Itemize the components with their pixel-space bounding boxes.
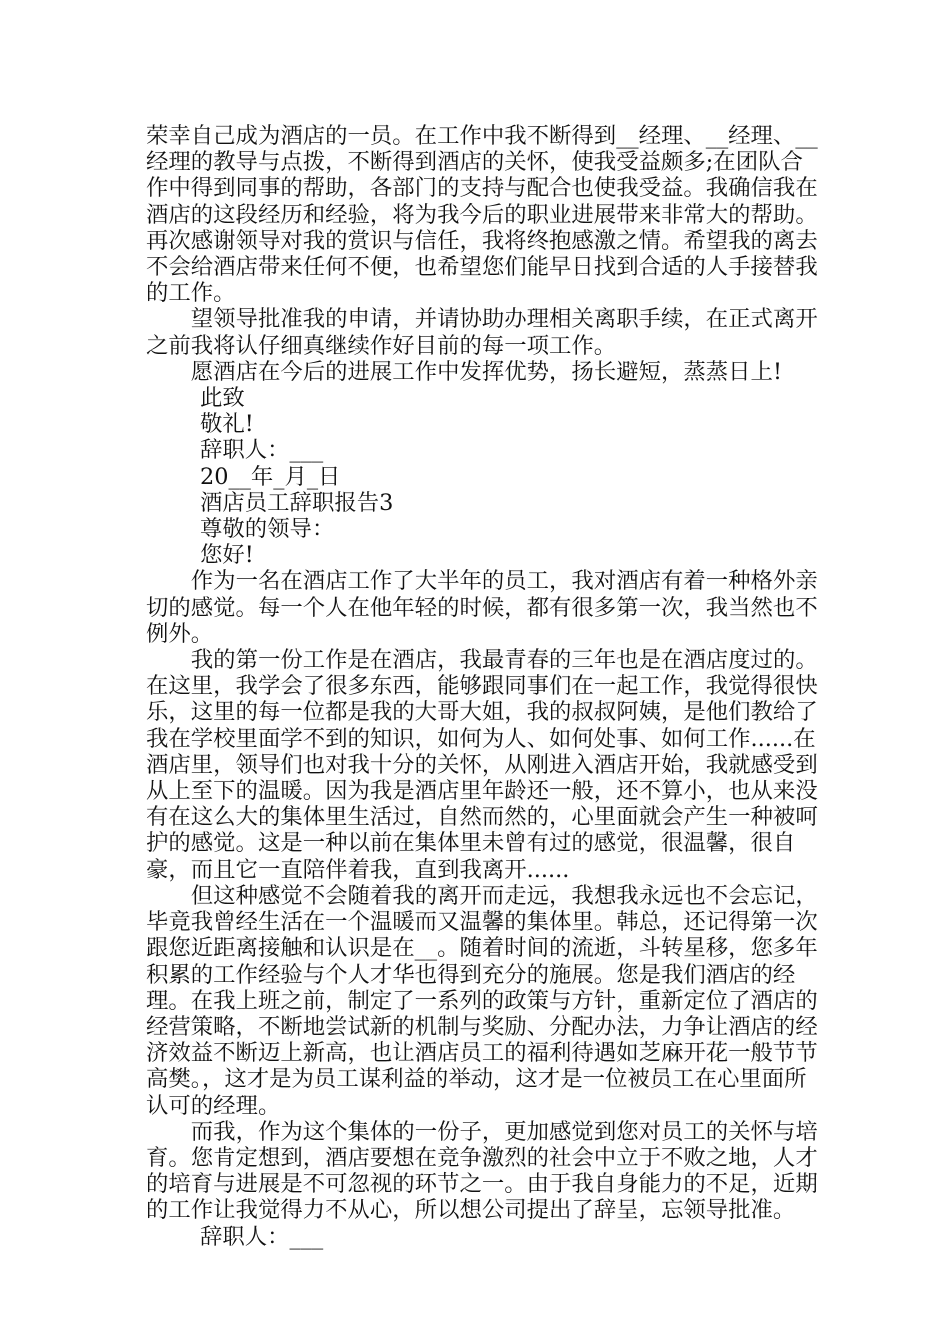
paragraph-3: 愿酒店在今后的进展工作中发挥优势，扬长避短，蒸蒸日上! — [190, 358, 782, 385]
closing-line-2: 敬礼! — [200, 411, 254, 438]
section-title: 酒店员工辞职报告3 — [200, 489, 394, 516]
paragraph-1: 荣幸自己成为酒店的一员。在工作中我不断得到__经理、__经理、__经理的教导与点拨，不断得到酒店的关怀，使我受益颇多;在团队合作中得到同事的帮助，各部门的支持与配合也使我受益。我确信我在酒店的这段经历和经验，将为我今后的职业进展带来非常大的帮助。再次感谢领导对我的赏识与信任，我将终抱感激之情。希望我的离去不会给酒店带来任何不便，也希望您们能早日找到合适的人手接替我的工作。 — [146, 123, 818, 307]
paragraph-12: 我的第一份工作是在酒店，我最青春的三年也是在酒店度过的。在这里，我学会了很多东西，能够跟同事们在一起工作，我觉得很快乐，这里的每一位都是我的大哥大姐，我的叔叔阿姨，是他们教给了我在学校里面学不到的知识，如何为人、如何处事、如何工作......在酒店里，领导们也对我十分的关怀，从刚进入酒店开始，我就感受到从上至下的温暖。因为我是酒店里年龄还一般，还不算小，也从来没有在这么大的集体里生活过，自然而然的，心里面就会产生一种被呵护的感觉。这是一种以前在集体里未曾有过的感觉，很温馨，很自豪，而且它一直陪伴着我，直到我离开...... — [146, 647, 818, 883]
date-line: 20__年_月_日 — [200, 463, 341, 490]
paragraph-2: 望领导批准我的申请，并请协助办理相关离职手续，在正式离开之前我将认仔细真继续作好目前的每一项工作。 — [146, 306, 818, 359]
paragraph-14: 而我，作为这个集体的一份子，更加感觉到您对员工的关怀与培育。您肯定想到，酒店要想在竞争激烈的社会中立于不败之地，人才的培育与进展是不可忽视的环节之一。由于我自身能力的不足，近期的工作让我觉得力不从心，所以想公司提出了辞呈，忘领导批准。 — [146, 1118, 818, 1224]
paragraph-11: 作为一名在酒店工作了大半年的员工，我对酒店有着一种格外亲切的感觉。每一个人在他年轻的时候，都有很多第一次，我当然也不例外。 — [146, 568, 818, 647]
greeting-line: 您好! — [200, 542, 254, 569]
document-body — [146, 123, 822, 1250]
closing-line-1: 此致 — [200, 385, 245, 412]
final-signature-line: 辞职人：___ — [200, 1223, 324, 1250]
paragraph-13: 但这种感觉不会随着我的离开而走远，我想我永远也不会忘记，毕竟我曾经生活在一个温暖而又温馨的集体里。韩总，还记得第一次跟您近距离接触和认识是在__。随着时间的流逝，斗转星移，您多年积累的工作经验与个人才华也得到充分的施展。您是我们酒店的经理。在我上班之前，制定了一系列的政策与方针，重新定位了酒店的经营策略，不断地尝试新的机制与奖励、分配办法，力争让酒店的经济效益不断迈上新高，也让酒店员工的福利待遇如芝麻开花一般节节高樊。，这才是为员工谋利益的举动，这才是一位被员工在心里面所认可的经理。 — [146, 882, 818, 1119]
salutation-line: 尊敬的领导： — [200, 516, 335, 543]
signature-line: 辞职人：___ — [200, 437, 324, 464]
